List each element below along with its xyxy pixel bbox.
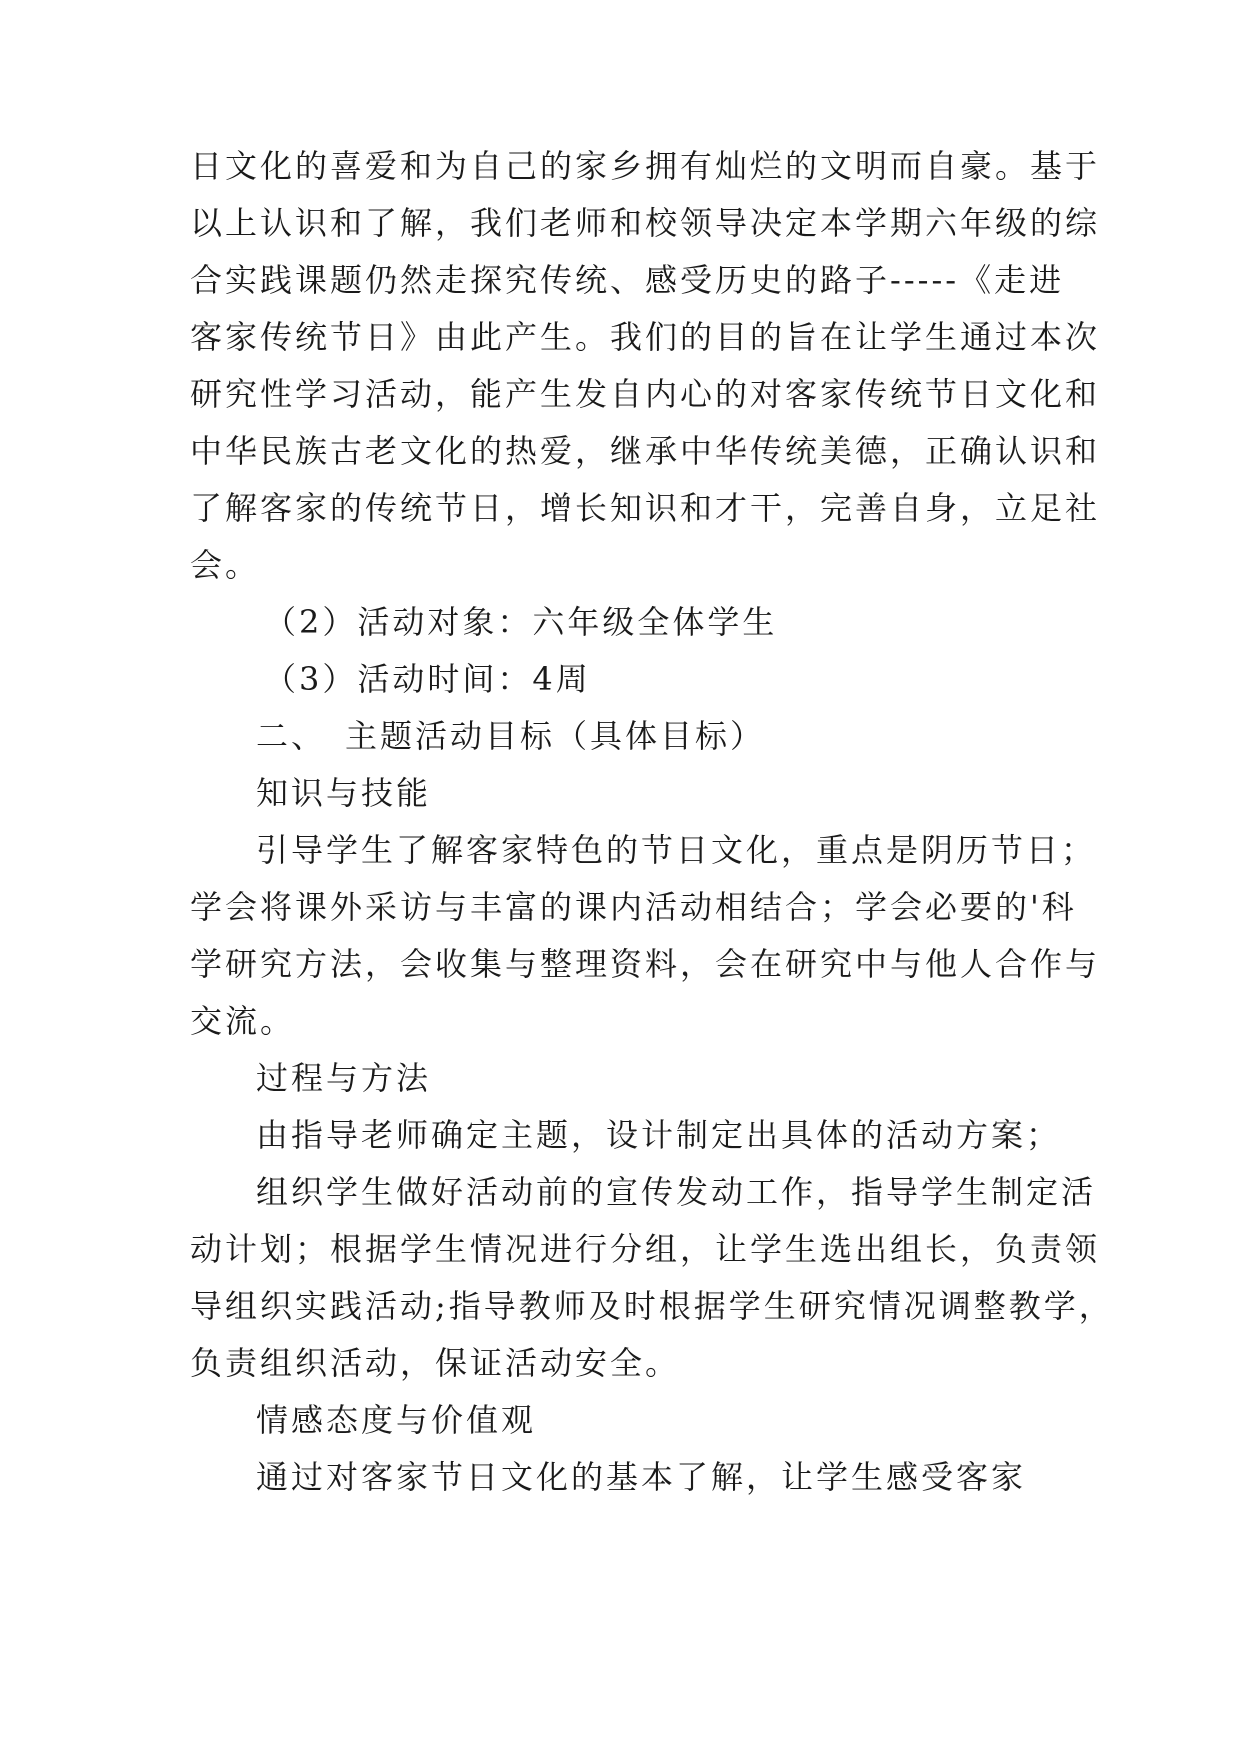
activity-time-line: （3）活动时间：4周 [264,660,591,698]
body-line-22: 负责组织活动，保证活动安全。 [190,1344,681,1382]
body-line-21: 导组织实践活动;指导教师及时根据学生研究情况调整教学， [190,1287,1114,1325]
body-line-20: 动计划；根据学生情况进行分组，让学生选出组长，负责领 [190,1230,1101,1268]
body-line-1: 日文化的喜爱和为自己的家乡拥有灿烂的文明而自豪。基于 [190,147,1101,185]
body-line-8: 会。 [190,546,261,584]
body-line-3: 合实践课题仍然走探究传统、感受历史的路子-----《走进 [190,261,1065,299]
body-line-6: 中华民族古老文化的热爱，继承中华传统美德，正确认识和 [190,432,1101,470]
activity-target-line: （2）活动对象：六年级全体学生 [264,603,778,641]
subheading-emotion-values: 情感态度与价值观 [256,1401,537,1439]
subheading-knowledge-skills: 知识与技能 [256,774,432,812]
body-line-5: 研究性学习活动，能产生发自内心的对客家传统节日文化和 [190,375,1101,413]
body-line-18: 由指导老师确定主题，设计制定出具体的活动方案； [256,1116,1062,1154]
body-line-7: 了解客家的传统节日，增长知识和才干，完善自身，立足社 [190,489,1101,527]
subheading-process-method: 过程与方法 [256,1059,432,1097]
body-line-4: 客家传统节日》由此产生。我们的目的旨在让学生通过本次 [190,318,1101,356]
body-line-14: 学会将课外采访与丰富的课内活动相结合；学会必要的'科 [190,888,1077,926]
body-line-24: 通过对客家节日文化的基本了解，让学生感受客家 [256,1458,1027,1496]
body-line-2: 以上认识和了解，我们老师和校领导决定本学期六年级的综 [190,204,1101,242]
section-heading-goals: 二、 主题活动目标（具体目标） [256,717,766,755]
body-line-15: 学研究方法，会收集与整理资料，会在研究中与他人合作与 [190,945,1101,983]
body-line-13: 引导学生了解客家特色的节日文化，重点是阴历节日； [256,831,1097,869]
body-line-19: 组织学生做好活动前的宣传发动工作，指导学生制定活 [256,1173,1097,1211]
body-line-16: 交流。 [190,1002,296,1040]
